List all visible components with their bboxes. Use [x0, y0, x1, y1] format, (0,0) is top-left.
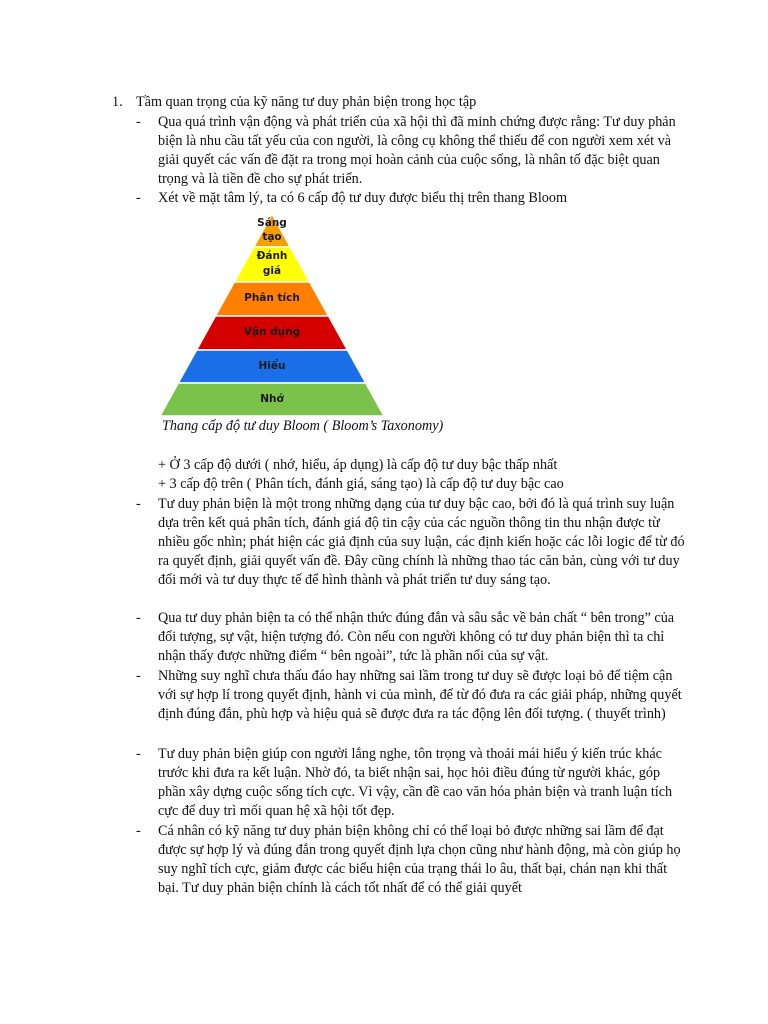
paragraph-4: Qua tư duy phản biện ta có thể nhận thức đúng đắn và sâu sắc về bản chất “ bên trong” của đối tượng, sự vật, hiện tượng đó. Còn nếu con người không có tư duy phản biện thì ta chỉ nhận thấy được những điểm “ bên ngoài”, tức là phần nổi của sự vật.	[158, 610, 675, 664]
sub-point-1: + Ở 3 cấp độ dưới ( nhớ, hiểu, áp dụng) là cấp độ tư duy bậc thấp nhất	[158, 457, 558, 473]
pyramid-label-4: Vận dụng	[243, 326, 301, 338]
bullet-dash: -	[136, 496, 141, 512]
section-title: Tầm quan trọng của kỹ năng tư duy phản biện trong học tập	[136, 94, 477, 110]
sub-point-2: + 3 cấp độ trên ( Phân tích, đánh giá, sáng tạo) là cấp độ tư duy bậc cao	[158, 476, 564, 492]
section-number: 1.	[112, 94, 123, 110]
bullet-dash: -	[136, 823, 141, 839]
bullet-dash: -	[136, 114, 141, 130]
section-heading	[112, 93, 712, 112]
bullet-dash: -	[136, 190, 141, 206]
pyramid-caption: Thang cấp độ tư duy Bloom ( Bloom’s Taxonomy)	[162, 418, 444, 434]
bullet-dash: -	[136, 668, 141, 684]
paragraph-1: Qua quá trình vận động và phát triển của xã hội thì đã minh chứng được rằng: Tư duy phản biện là nhu cầu tất yếu của con người, là công cụ không thể thiếu để con người xem xét và giải quyết các vấn đề đặt ra trong mọi hoàn cảnh của cuộc sống, là nhân tố đặc biệt quan trọng và là tiền đề cho sự phát triển.	[158, 114, 676, 187]
pyramid-label-5: Hiểu	[258, 360, 286, 372]
pyramid-label-6: Nhớ	[260, 393, 284, 405]
paragraph-7: Cá nhân có kỹ năng tư duy phản biện không chỉ có thể loại bỏ được những sai lầm để đạt được sự hợp lý và đúng đắn trong quyết định lựa chọn cũng như hành động, mà còn giúp họ suy nghĩ tích cực, giảm được các biểu hiện của trạng thái lo âu, thất bại, chán nạn khi thất bại. Tư duy phản biện chính là cách tốt nhất để có thể giải quyết	[158, 823, 681, 896]
pyramid-label-2a: Đánh	[256, 250, 288, 262]
pyramid-label-2b: giá	[262, 265, 282, 277]
paragraph-6: Tư duy phản biện giúp con người lắng nghe, tôn trọng và thoải mái hiểu ý kiến trúc khác trước khi đưa ra kết luận. Nhờ đó, ta biết nhận sai, học hỏi điều đúng từ người khác, góp phần xây dựng cuộc sống tích cực. Vì vậy, cần đề cao văn hóa phản biện và tranh luận tích cực để duy trì mối quan hệ xã hội tốt đẹp.	[158, 746, 673, 819]
pyramid-label-3: Phân tích	[244, 292, 300, 304]
bullet-dash: -	[136, 746, 141, 762]
bloom-pyramid-figure	[158, 212, 388, 418]
paragraph-5: Những suy nghĩ chưa thấu đáo hay những sai lầm trong tư duy sẽ được loại bỏ để tiệm cận với sự hợp lí trong quyết định, hành vi của mình, để từ đó đưa ra các giải pháp, những quyết định đúng đắn, phù hợp và hiệu quả sẽ được đưa ra tác động lên đối tượng. ( thuyết trình)	[158, 668, 682, 722]
pyramid-label-1b: tạo	[262, 231, 282, 243]
paragraph-3: Tư duy phản biện là một trong những dạng của tư duy bậc cao, bởi đó là quá trình suy luận dựa trên kết quả phân tích, đánh giá độ tin cậy của các nguồn thông tin thu nhận được từ nhiều gốc nhìn; phát hiện các giả định của suy luận, các định kiến hoặc các lỗi logic để từ đó ra quyết định, giải quyết vấn đề. Đây cũng chính là những thao tác căn bản, cùng với tư duy đổi mới và tư duy thực tế để hình thành và phát triển tư duy sáng tạo.	[158, 496, 685, 588]
paragraph-2: Xét về mặt tâm lý, ta có 6 cấp độ tư duy được biểu thị trên thang Bloom	[158, 190, 568, 206]
pyramid-label-1a: Sáng	[257, 217, 287, 229]
bullet-dash: -	[136, 610, 141, 626]
